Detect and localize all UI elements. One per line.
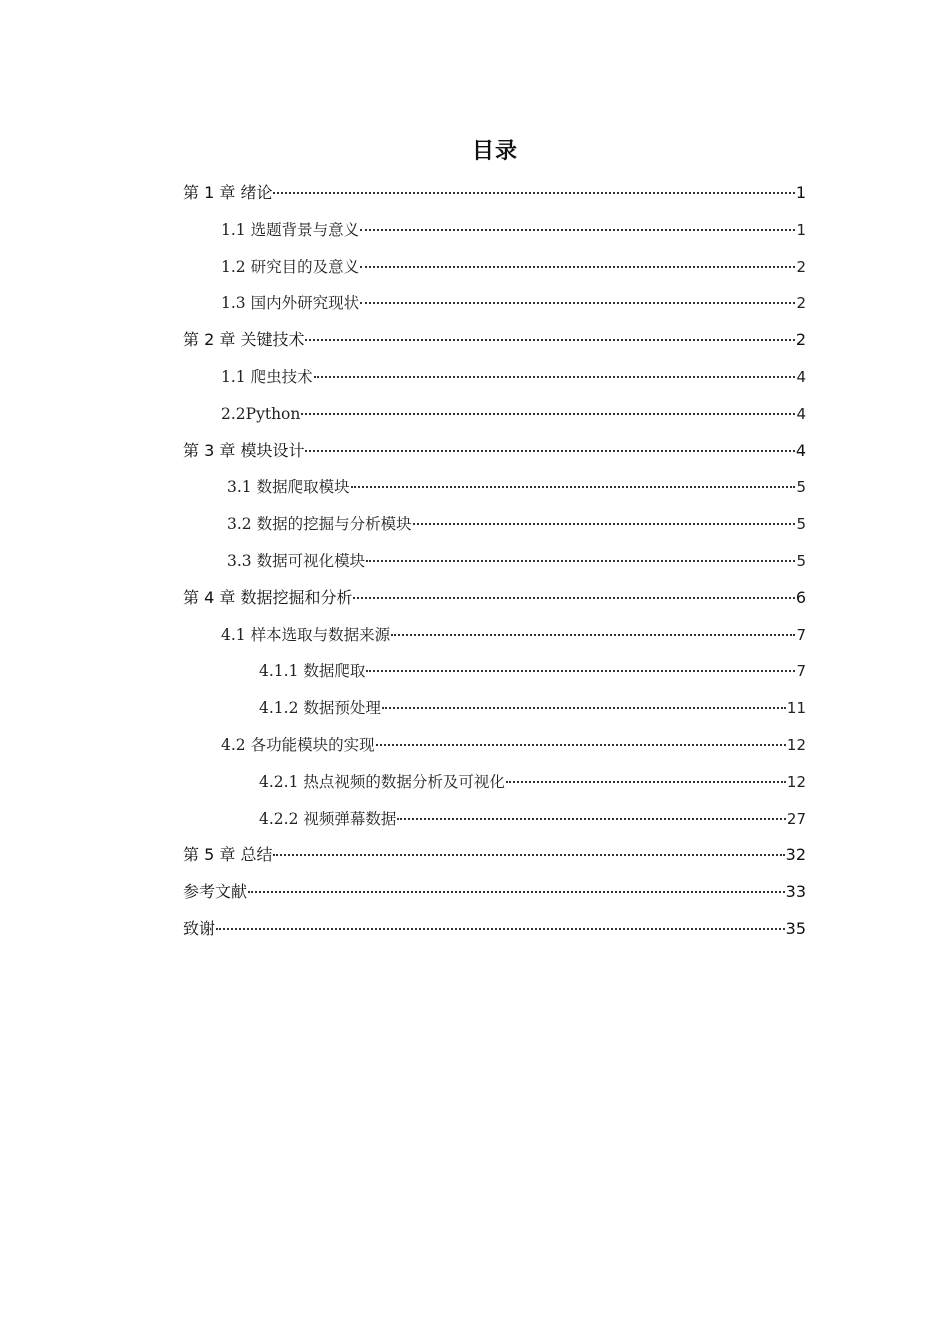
dot-leader	[506, 781, 786, 783]
toc-entry-title: 3.1 数据爬取模块	[227, 478, 350, 497]
toc-entry-chapter-5[interactable]	[183, 837, 806, 874]
toc-entry-page: 11	[786, 699, 806, 718]
dot-leader	[360, 266, 795, 268]
dot-leader	[366, 670, 795, 672]
toc-entry-title: 4.2 各功能模块的实现	[221, 735, 375, 754]
toc-entry-1-2[interactable]	[183, 249, 806, 286]
dot-leader	[360, 229, 795, 231]
dot-leader	[273, 854, 784, 856]
dot-leader	[413, 523, 796, 525]
toc-entry-title: 4.1 样本选取与数据来源	[221, 625, 391, 644]
toc-entry-page: 12	[786, 735, 806, 754]
toc-entry-page: 27	[786, 809, 806, 828]
toc-entry-title: 4.1.1 数据爬取	[259, 662, 366, 681]
toc-entry-3-1[interactable]	[183, 469, 806, 506]
dot-leader	[376, 744, 786, 746]
toc-entry-title: 1.1 选题背景与意义	[221, 220, 360, 239]
toc-entry-4-2[interactable]	[183, 727, 806, 764]
toc-entry-page: 5	[796, 515, 806, 534]
toc-entry-chapter-3[interactable]	[183, 433, 806, 470]
toc-entry-title: 3.3 数据可视化模块	[227, 551, 366, 570]
toc-entry-page: 1	[796, 220, 806, 239]
table-of-contents	[183, 175, 806, 948]
toc-entry-title: 4.2.1 热点视频的数据分析及可视化	[259, 772, 505, 791]
dot-leader	[305, 339, 794, 341]
toc-entry-page: 32	[785, 845, 806, 865]
dot-leader	[351, 486, 796, 488]
toc-entry-page: 5	[796, 551, 806, 570]
dot-leader	[305, 450, 794, 452]
toc-entry-title: 1.1 爬虫技术	[221, 367, 313, 386]
toc-entry-1-3[interactable]	[183, 285, 806, 322]
toc-entry-title: 2.2Python	[221, 404, 301, 423]
toc-entry-title: 第 2 章 关键技术	[183, 330, 305, 350]
toc-entry-title: 第 4 章 数据挖掘和分析	[183, 587, 353, 607]
dot-leader	[366, 560, 795, 562]
toc-entry-title: 1.2 研究目的及意义	[221, 257, 360, 276]
toc-entry-title: 第 3 章 模块设计	[183, 440, 305, 460]
toc-entry-title: 4.1.2 数据预处理	[259, 699, 381, 718]
toc-entry-chapter-4[interactable]	[183, 580, 806, 617]
toc-entry-title: 1.3 国内外研究现状	[221, 294, 360, 313]
toc-entry-page: 6	[795, 587, 806, 607]
toc-entry-1-1[interactable]	[183, 212, 806, 249]
toc-entry-4-1-2[interactable]	[183, 690, 806, 727]
toc-entry-title: 第 5 章 总结	[183, 845, 273, 865]
toc-entry-title: 参考文献	[183, 882, 248, 902]
toc-entry-title: 致谢	[183, 918, 216, 938]
toc-entry-page: 4	[796, 367, 806, 386]
dot-leader	[382, 707, 786, 709]
toc-entry-references[interactable]	[183, 874, 806, 911]
toc-entry-3-3[interactable]	[183, 543, 806, 580]
toc-entry-2-2[interactable]	[183, 396, 806, 433]
dot-leader	[314, 376, 796, 378]
toc-entry-page: 2	[795, 330, 806, 350]
toc-entry-page: 2	[796, 257, 806, 276]
toc-entry-2-1[interactable]	[183, 359, 806, 396]
toc-entry-page: 1	[795, 183, 806, 202]
toc-entry-page: 12	[786, 772, 806, 791]
toc-entry-chapter-2[interactable]	[183, 322, 806, 359]
toc-entry-title: 第 1 章 绪论	[183, 183, 273, 202]
toc-entry-4-2-1[interactable]	[183, 764, 806, 801]
dot-leader	[397, 818, 786, 820]
toc-entry-page: 35	[785, 918, 806, 938]
dot-leader	[216, 928, 785, 930]
toc-entry-title: 3.2 数据的挖掘与分析模块	[227, 515, 412, 534]
dot-leader	[301, 413, 795, 415]
toc-entry-4-2-2[interactable]	[183, 801, 806, 838]
toc-entry-title: 4.2.2 视频弹幕数据	[259, 809, 397, 828]
toc-entry-page: 4	[795, 440, 806, 460]
toc-entry-page: 7	[796, 625, 806, 644]
dot-leader	[353, 597, 794, 599]
toc-entry-page: 33	[785, 882, 806, 902]
page-title: 目录	[471, 139, 518, 164]
toc-entry-page: 5	[796, 478, 806, 497]
dot-leader	[360, 302, 795, 304]
toc-entry-page: 7	[796, 662, 806, 681]
dot-leader	[273, 192, 794, 194]
toc-entry-3-2[interactable]	[183, 506, 806, 543]
toc-entry-4-1-1[interactable]	[183, 653, 806, 690]
toc-entry-page: 4	[796, 404, 806, 423]
toc-entry-chapter-1[interactable]	[183, 175, 806, 212]
dot-leader	[391, 634, 795, 636]
toc-entry-page: 2	[796, 294, 806, 313]
dot-leader	[248, 891, 785, 893]
toc-entry-acknowledgements[interactable]	[183, 911, 806, 948]
toc-entry-4-1[interactable]	[183, 617, 806, 654]
